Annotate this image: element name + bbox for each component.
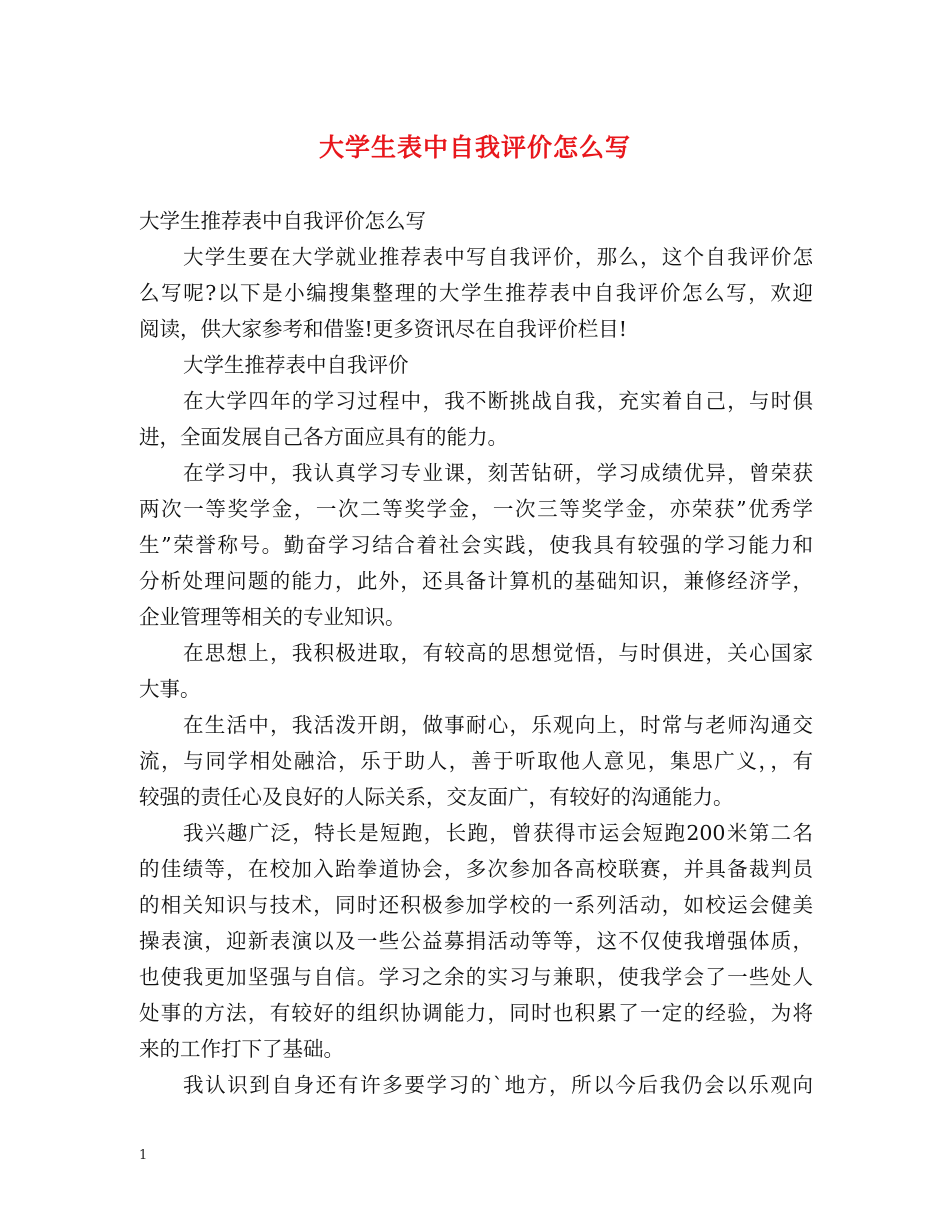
text-line: 进，全面发展自己各方面应具有的能力。 [139,425,508,449]
text-line: 在生活中，我活泼开朗，做事耐心，乐观向上，时常与老师沟通交 [183,713,813,737]
text-line: 在学习中，我认真学习专业课，刻苦钻研，学习成绩优异，曾荣获 [183,461,813,485]
text-line: 两次一等奖学金，一次二等奖学金，一次三等奖学金，亦荣获”优秀学 [139,497,813,521]
page-number: 1 [139,1148,148,1163]
text-line: 么写呢?以下是小编搜集整理的大学生推荐表中自我评价怎么写，欢迎 [139,281,813,305]
text-line: 在大学四年的学习过程中，我不断挑战自我，充实着自己，与时俱 [183,389,813,413]
text-line: 大学生要在大学就业推荐表中写自我评价，那么，这个自我评价怎 [183,245,813,269]
text-line: 较强的责任心及良好的人际关系，交友面广，有较好的沟通能力。 [139,785,734,809]
text-line: 阅读，供大家参考和借鉴!更多资讯尽在自我评价栏目! [139,317,627,341]
text-line: 的佳绩等，在校加入跆拳道协会，多次参加各高校联赛，并具备裁判员 [139,857,813,881]
text-line: 大事。 [139,677,201,701]
text-line: 我认识到自身还有许多要学习的`地方，所以今后我仍会以乐观向 [183,1073,813,1097]
text-line: 来的工作打下了基础。 [139,1037,344,1061]
text-line: 我兴趣广泛，特长是短跑，长跑，曾获得市运会短跑200米第二名 [183,821,813,845]
text-line: 大学生推荐表中自我评价 [183,353,409,377]
text-line: 企业管理等相关的专业知识。 [139,605,406,629]
text-line: 处事的方法，有较好的组织协调能力，同时也积累了一定的经验，为将 [139,1001,813,1025]
text-line: 的相关知识与技术，同时还积极参加学校的一系列活动，如校运会健美 [139,893,813,917]
text-line: 也使我更加坚强与自信。学习之余的实习与兼职，使我学会了一些处人 [139,965,813,989]
text-line: 在思想上，我积极进取，有较高的思想觉悟，与时俱进，关心国家 [183,641,813,665]
text-line: 生”荣誉称号。勤奋学习结合着社会实践，使我具有较强的学习能力和 [139,533,813,557]
text-line: 流，与同学相处融洽，乐于助人，善于听取他人意见，集思广义，，有 [139,749,813,773]
document-body [139,203,813,1103]
text-line: 大学生推荐表中自我评价怎么写 [139,209,426,233]
text-line: 操表演，迎新表演以及一些公益募捐活动等等，这不仅使我增强体质， [139,929,813,953]
text-line: 分析处理问题的能力，此外，还具备计算机的基础知识，兼修经济学， [139,569,813,593]
page-title: 大学生表中自我评价怎么写 [318,133,631,162]
